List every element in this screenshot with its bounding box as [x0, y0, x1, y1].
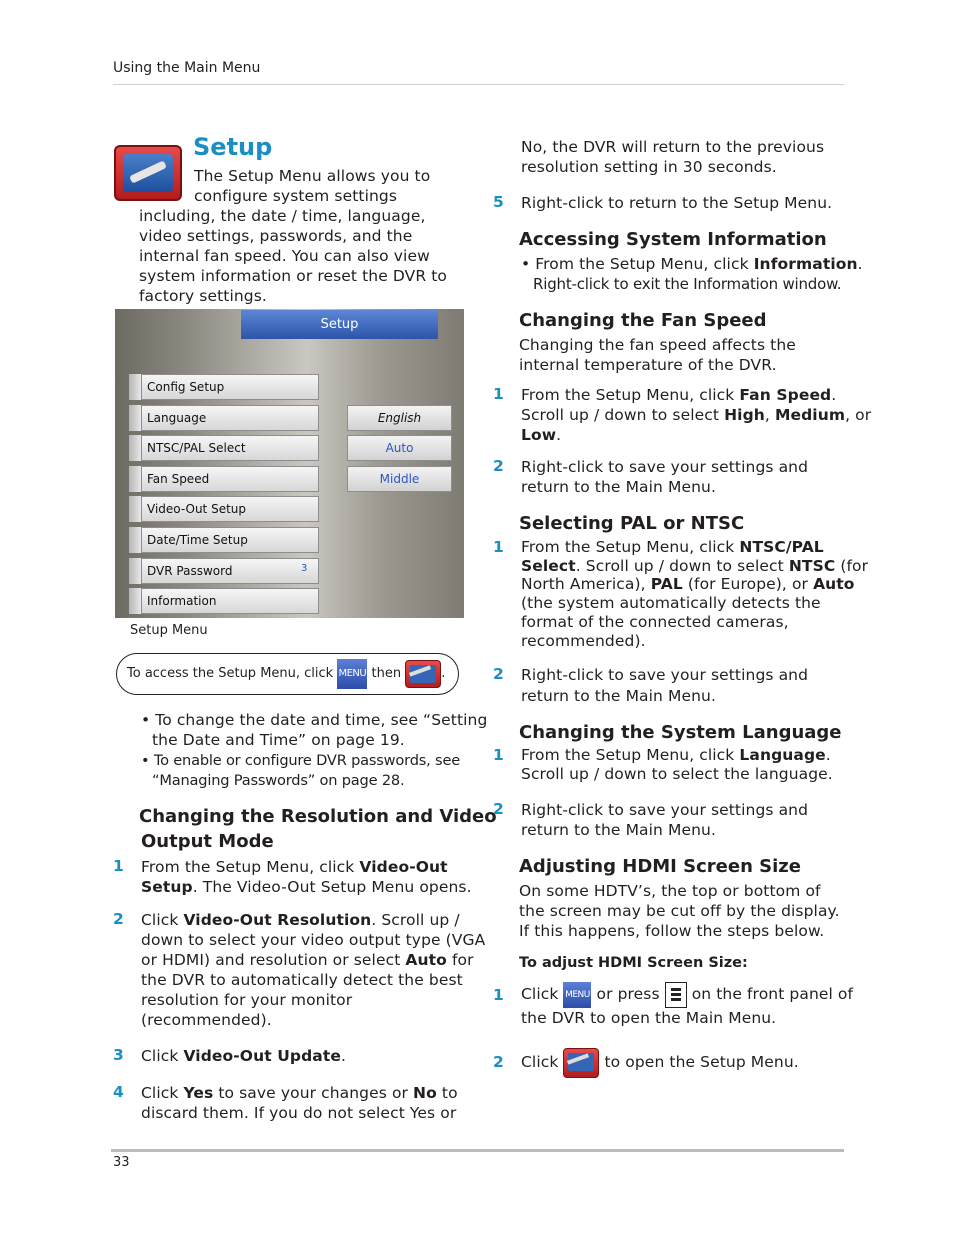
menu-item-language: Language	[141, 405, 319, 431]
section-heading-language: Changing the System Language	[519, 722, 842, 743]
menu-item-dvr-password: DVR Password	[141, 558, 319, 584]
step-number: 1	[493, 538, 504, 556]
step-number: 1	[493, 385, 504, 403]
access-callout: To access the Setup Menu, click MENU then .	[116, 653, 459, 695]
menu-item-information: Information	[141, 588, 319, 614]
step-number: 1	[493, 746, 504, 764]
menu-button-icon: MENU	[563, 982, 591, 1008]
menu-item-ntsc-pal: NTSC/PAL Select	[141, 435, 319, 461]
step-number: 2	[493, 665, 504, 683]
section-heading-resolution: Changing the Resolution and Video Output Mode	[139, 806, 497, 852]
step-number: 5	[493, 193, 504, 211]
menu-item-config-setup: Config Setup	[141, 374, 319, 400]
page-number: 33	[113, 1155, 130, 1170]
value-ntsc-pal: Auto	[347, 435, 452, 461]
continued-text: No, the DVR will return to the previous resolution setting in 30 seconds.	[521, 138, 825, 176]
setup-menu-screenshot	[115, 309, 464, 618]
menu-item-video-out: Video-Out Setup	[141, 496, 319, 522]
value-language: English	[347, 405, 452, 431]
header-divider	[113, 84, 844, 85]
step-number: 1	[113, 857, 124, 875]
fan-intro: Changing the fan speed affects the internal temperature of the DVR.	[519, 336, 796, 374]
section-heading-pal: Selecting PAL or NTSC	[519, 513, 745, 534]
step-number: 2	[493, 457, 504, 475]
bullet-date-time: • To change the date and time, see “Setting the Date and Time” on page 19.	[141, 711, 488, 749]
step-text: Click Video-Out Update.	[141, 1047, 347, 1065]
hdmi-subheading: To adjust HDMI Screen Size:	[519, 955, 748, 971]
hdmi-intro: On some HDTV’s, the top or bottom of the screen may be cut off by the display. If this happens, follow the steps below.	[519, 882, 840, 940]
page-title: Setup	[193, 133, 273, 161]
section-heading-hdmi: Adjusting HDMI Screen Size	[519, 856, 801, 877]
step-text: Right-click to save your settings and return to the Main Menu.	[521, 666, 809, 705]
menu-button-icon: MENU	[337, 659, 367, 689]
step-number: 1	[493, 986, 504, 1004]
intro-line: configure system settings	[194, 187, 398, 205]
password-marker: 3	[301, 563, 308, 574]
step-text: Right-click to return to the Setup Menu.	[521, 194, 833, 212]
info-bullet: • From the Setup Menu, click Information. Right-click to exit the Information window.	[521, 255, 863, 293]
running-header: Using the Main Menu	[113, 60, 261, 76]
setup-wrench-icon	[114, 145, 182, 201]
front-panel-menu-button-icon	[665, 982, 687, 1008]
step-text: Right-click to save your settings and return to the Main Menu.	[521, 801, 809, 839]
intro-line: The Setup Menu allows you to	[194, 167, 431, 185]
step-text: Click Video-Out Resolution. Scroll up / down to select your video output type (VGA or HDMI) and resolution or select Auto for the DVR to automatically detect the best resolution for your monitor (recommended).	[141, 911, 486, 1029]
figure-caption: Setup Menu	[130, 623, 208, 638]
step-number: 2	[113, 910, 124, 928]
step-text: From the Setup Menu, click Language. Scroll up / down to select the language.	[521, 746, 833, 783]
step-text: Click to open the Setup Menu.	[521, 1046, 799, 1078]
bullet-passwords: • To enable or configure DVR passwords, see “Managing Passwords” on page 28.	[141, 752, 460, 789]
step-number: 2	[493, 800, 504, 818]
value-fan-speed: Middle	[347, 466, 452, 492]
footer-divider	[111, 1149, 844, 1152]
section-heading-info: Accessing System Information	[519, 229, 827, 250]
step-text: From the Setup Menu, click Video-Out Setup. The Video-Out Setup Menu opens.	[141, 858, 472, 896]
menu-item-date-time: Date/Time Setup	[141, 527, 319, 553]
step-text: Right-click to save your settings and return to the Main Menu.	[521, 458, 809, 496]
step-number: 3	[113, 1046, 124, 1064]
step-text: From the Setup Menu, click Fan Speed. Scroll up / down to select High, Medium, or Low.	[521, 386, 872, 444]
step-text: Click Yes to save your changes or No to discard them. If you do not select Yes or	[141, 1084, 458, 1122]
step-text: From the Setup Menu, click NTSC/PAL Select. Scroll up / down to select NTSC (for North America), PAL (for Europe), or Auto (the system automatically detects the format of the connected cameras, recommended).	[521, 538, 869, 650]
menu-item-fan-speed: Fan Speed	[141, 466, 319, 492]
setup-button-icon	[563, 1048, 599, 1078]
step-number: 2	[493, 1053, 504, 1071]
screenshot-title: Setup	[241, 310, 438, 339]
setup-button-icon	[405, 660, 441, 688]
intro-paragraph: including, the date / time, language, video settings, passwords, and the internal fan speed. You can also view system information or reset the DVR to factory settings.	[139, 207, 448, 305]
step-number: 4	[113, 1083, 124, 1101]
section-heading-fan: Changing the Fan Speed	[519, 310, 767, 331]
step-text: Click MENU or press on the front panel of the DVR to open the Main Menu.	[521, 980, 853, 1028]
